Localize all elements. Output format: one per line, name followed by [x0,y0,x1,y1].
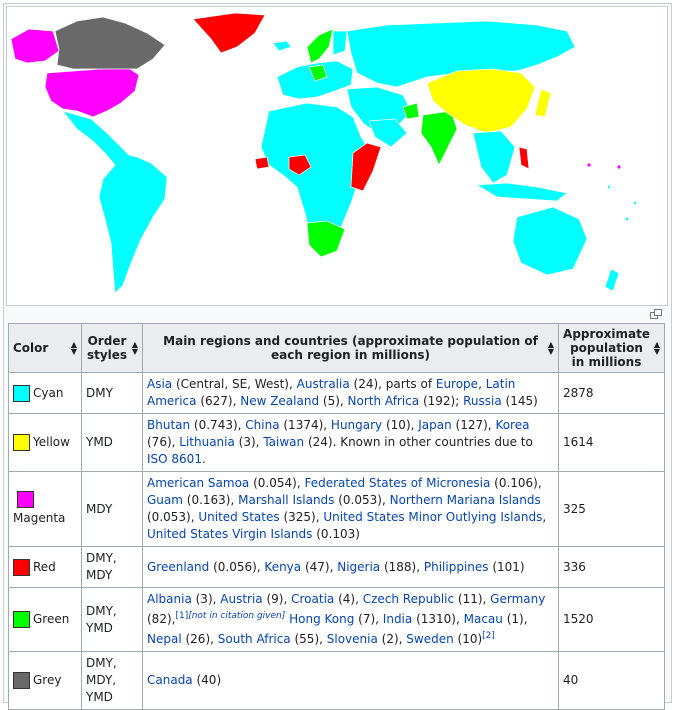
order-styles-cell: DMY, MDY, YMD [82,652,143,710]
region-text: (82), [147,612,176,626]
sort-icon: ▲ ▼ [70,340,77,356]
table-row [9,373,665,414]
region-text: (24). Known in other countries due to [304,435,533,449]
region-text: (10) [453,632,483,646]
population-cell: 1614 [559,414,665,472]
order-column-header[interactable] [82,324,143,373]
table-row [9,414,665,472]
region-link[interactable]: United States Virgin Islands [147,527,313,541]
regions-cell [143,588,559,652]
color-name: Yellow [33,435,70,449]
order-styles-cell: DMY, YMD [82,588,143,652]
color-cell [9,588,82,652]
order-header-label: Order styles [86,334,128,362]
regions-cell [143,373,559,414]
region-text: (101) [488,559,525,574]
scandinavia-region [307,29,333,63]
region-text: (11), [454,592,491,606]
population-header-label: Approximate population in millions [563,327,650,369]
region-link[interactable]: Hong Kong [289,612,355,626]
region-text: (7), [354,612,383,626]
japan-region [535,89,551,117]
population-cell: 40 [559,652,665,710]
region-link[interactable]: New Zealand [240,394,320,408]
color-cell [9,414,82,472]
citation-link[interactable]: [2] [482,631,495,641]
region-text: (0.054), [249,476,305,490]
region-text: (0.103) [312,527,360,541]
canada-region [55,17,165,69]
region-link[interactable]: Philippines [423,559,489,574]
region-text: (145) [501,394,538,408]
color-swatch [13,672,30,689]
color-swatch [13,559,30,576]
region-text: (3), [191,592,221,606]
region-text: (0.743), [190,418,246,432]
pacific-island-2 [617,165,620,168]
sort-icon: ▲ ▼ [547,340,555,356]
region-link[interactable]: Taiwan [263,435,305,449]
region-link[interactable]: India [382,612,413,626]
region-link[interactable]: American Samoa [147,476,250,490]
color-cell [9,373,82,414]
pacific-island-3 [626,218,629,221]
pacific-island-5 [608,186,610,188]
region-text: (0.163), [182,493,239,507]
region-text: . [201,452,206,466]
region-text: (Central, SE, West), [172,377,297,391]
region-text: (5), [319,394,348,408]
iceland-region [273,41,291,51]
arabia-region [369,119,407,147]
indonesia-region [477,183,567,201]
region-link[interactable]: Kenya [264,559,302,574]
region-text: (10), [382,418,419,432]
region-text: (1), [502,612,528,626]
region-link[interactable]: Sweden [406,632,454,646]
region-link[interactable]: Czech Republic [362,592,455,606]
table-row [9,652,665,710]
region-link[interactable]: China [245,418,280,432]
region-link[interactable]: Germany [490,592,546,606]
region-text: (1374), [279,418,331,432]
south-africa-region [307,221,345,257]
region-link[interactable]: Japan [418,418,452,432]
world-map [6,6,668,306]
region-text: (0.053), [334,493,390,507]
se-asia-region [473,131,515,183]
region-text: (9), [262,592,292,606]
region-link[interactable]: Nigeria [337,559,381,574]
color-header-label: Color [13,341,49,355]
latin-america-region [63,111,167,293]
world-map-svg [7,7,667,305]
region-link[interactable]: Macau [463,612,503,626]
region-text: (76), [147,435,180,449]
region-link[interactable]: Austria [220,592,263,606]
region-text: (0.056), [209,559,265,574]
citation-link[interactable]: [1] [175,611,189,621]
region-link[interactable]: Russia [463,394,502,408]
region-text: (3), [234,435,264,449]
color-name: Grey [33,673,62,687]
regions-cell [143,547,559,588]
region-link[interactable]: North Africa [347,394,420,408]
color-swatch [13,611,30,628]
regions-header-label: Main regions and countries (approximate population of each region in millions) [163,334,538,362]
region-text: (4), [334,592,363,606]
region-link[interactable]: Europe [435,377,479,391]
color-column-header[interactable] [9,324,82,373]
table-row [9,472,665,547]
order-styles-cell: MDY [82,472,143,547]
region-link[interactable]: Slovenia [326,632,378,646]
philippines-region [519,147,529,169]
pacific-island-4 [634,202,636,204]
region-link[interactable]: Canada [147,673,193,687]
region-text: (0.106), [490,476,542,490]
region-text: (325), [279,510,324,524]
new-zealand-region [605,269,619,291]
color-name: Green [33,612,70,626]
date-format-table [8,323,665,710]
usa-region [11,29,59,63]
greenland-region [193,13,265,53]
regions-cell [143,472,559,547]
region-text: (47), [301,559,338,574]
population-cell: 336 [559,547,665,588]
australia-region [513,207,587,275]
region-link[interactable]: Albania [147,592,192,606]
region-link[interactable]: Marshall Islands [238,493,335,507]
finland-region [333,31,347,55]
regions-column-header[interactable] [143,324,559,373]
table-row [9,588,665,652]
region-link[interactable]: Lithuania [179,435,235,449]
region-link[interactable]: Asia [147,377,173,391]
region-link[interactable]: ISO 8601 [147,452,202,466]
region-text: (127), [451,418,496,432]
regions-cell [143,652,559,710]
region-link[interactable]: Bhutan [147,418,191,432]
enlarge-icon[interactable] [650,309,662,319]
color-swatch [13,385,30,402]
sort-icon: ▲ ▼ [131,340,138,356]
region-text: (0.053), [147,510,199,524]
region-link[interactable]: Nepal [147,632,182,646]
color-swatch [13,434,30,451]
region-link[interactable]: Korea [495,418,530,432]
region-link[interactable]: Greenland [147,559,210,574]
region-text: (40) [192,673,222,687]
usa-main [45,67,139,117]
population-cell: 1520 [559,588,665,652]
sort-icon: ▲ ▼ [653,340,660,356]
region-text: (188), [380,559,424,574]
color-swatch [17,491,34,508]
region-link[interactable]: Northern Mariana Islands [389,493,541,507]
population-column-header[interactable] [559,324,665,373]
region-link[interactable]: Guam [147,493,183,507]
region-text: , [478,377,486,391]
region-link[interactable]: United States Minor Outlying Islands [323,510,543,524]
region-text: (26), [181,632,218,646]
region-link[interactable]: South Africa [217,632,291,646]
region-link[interactable]: Australia [296,377,350,391]
region-text: (2), [377,632,407,646]
india-region [421,111,457,165]
color-name: Red [33,559,56,574]
table-row [9,547,665,588]
region-text: (627), [196,394,241,408]
table-header-row [9,324,665,373]
region-text: , [542,510,547,524]
population-cell: 325 [559,472,665,547]
region-text: (55), [290,632,327,646]
west-africa-red [255,157,269,169]
order-styles-cell: DMY [82,373,143,414]
regions-cell [143,414,559,472]
region-text: (192); [419,394,464,408]
region-link[interactable]: Federated States of Micronesia [304,476,491,490]
region-text: (24), parts of [349,377,436,391]
region-link[interactable]: United States [198,510,280,524]
pacific-island-1 [587,163,590,166]
region-link[interactable]: Latin America [147,377,516,408]
color-name: Magenta [13,511,66,525]
color-name: Cyan [33,385,64,400]
region-link[interactable]: Croatia [291,592,335,606]
order-styles-cell: DMY, MDY [82,547,143,588]
region-link[interactable]: Hungary [330,418,383,432]
color-cell [9,547,82,588]
population-cell: 2878 [559,373,665,414]
color-cell [9,472,82,547]
citation-link[interactable]: [not in citation given] [188,611,286,621]
color-cell [9,652,82,710]
order-styles-cell: YMD [82,414,143,472]
region-text: (1310), [412,612,464,626]
